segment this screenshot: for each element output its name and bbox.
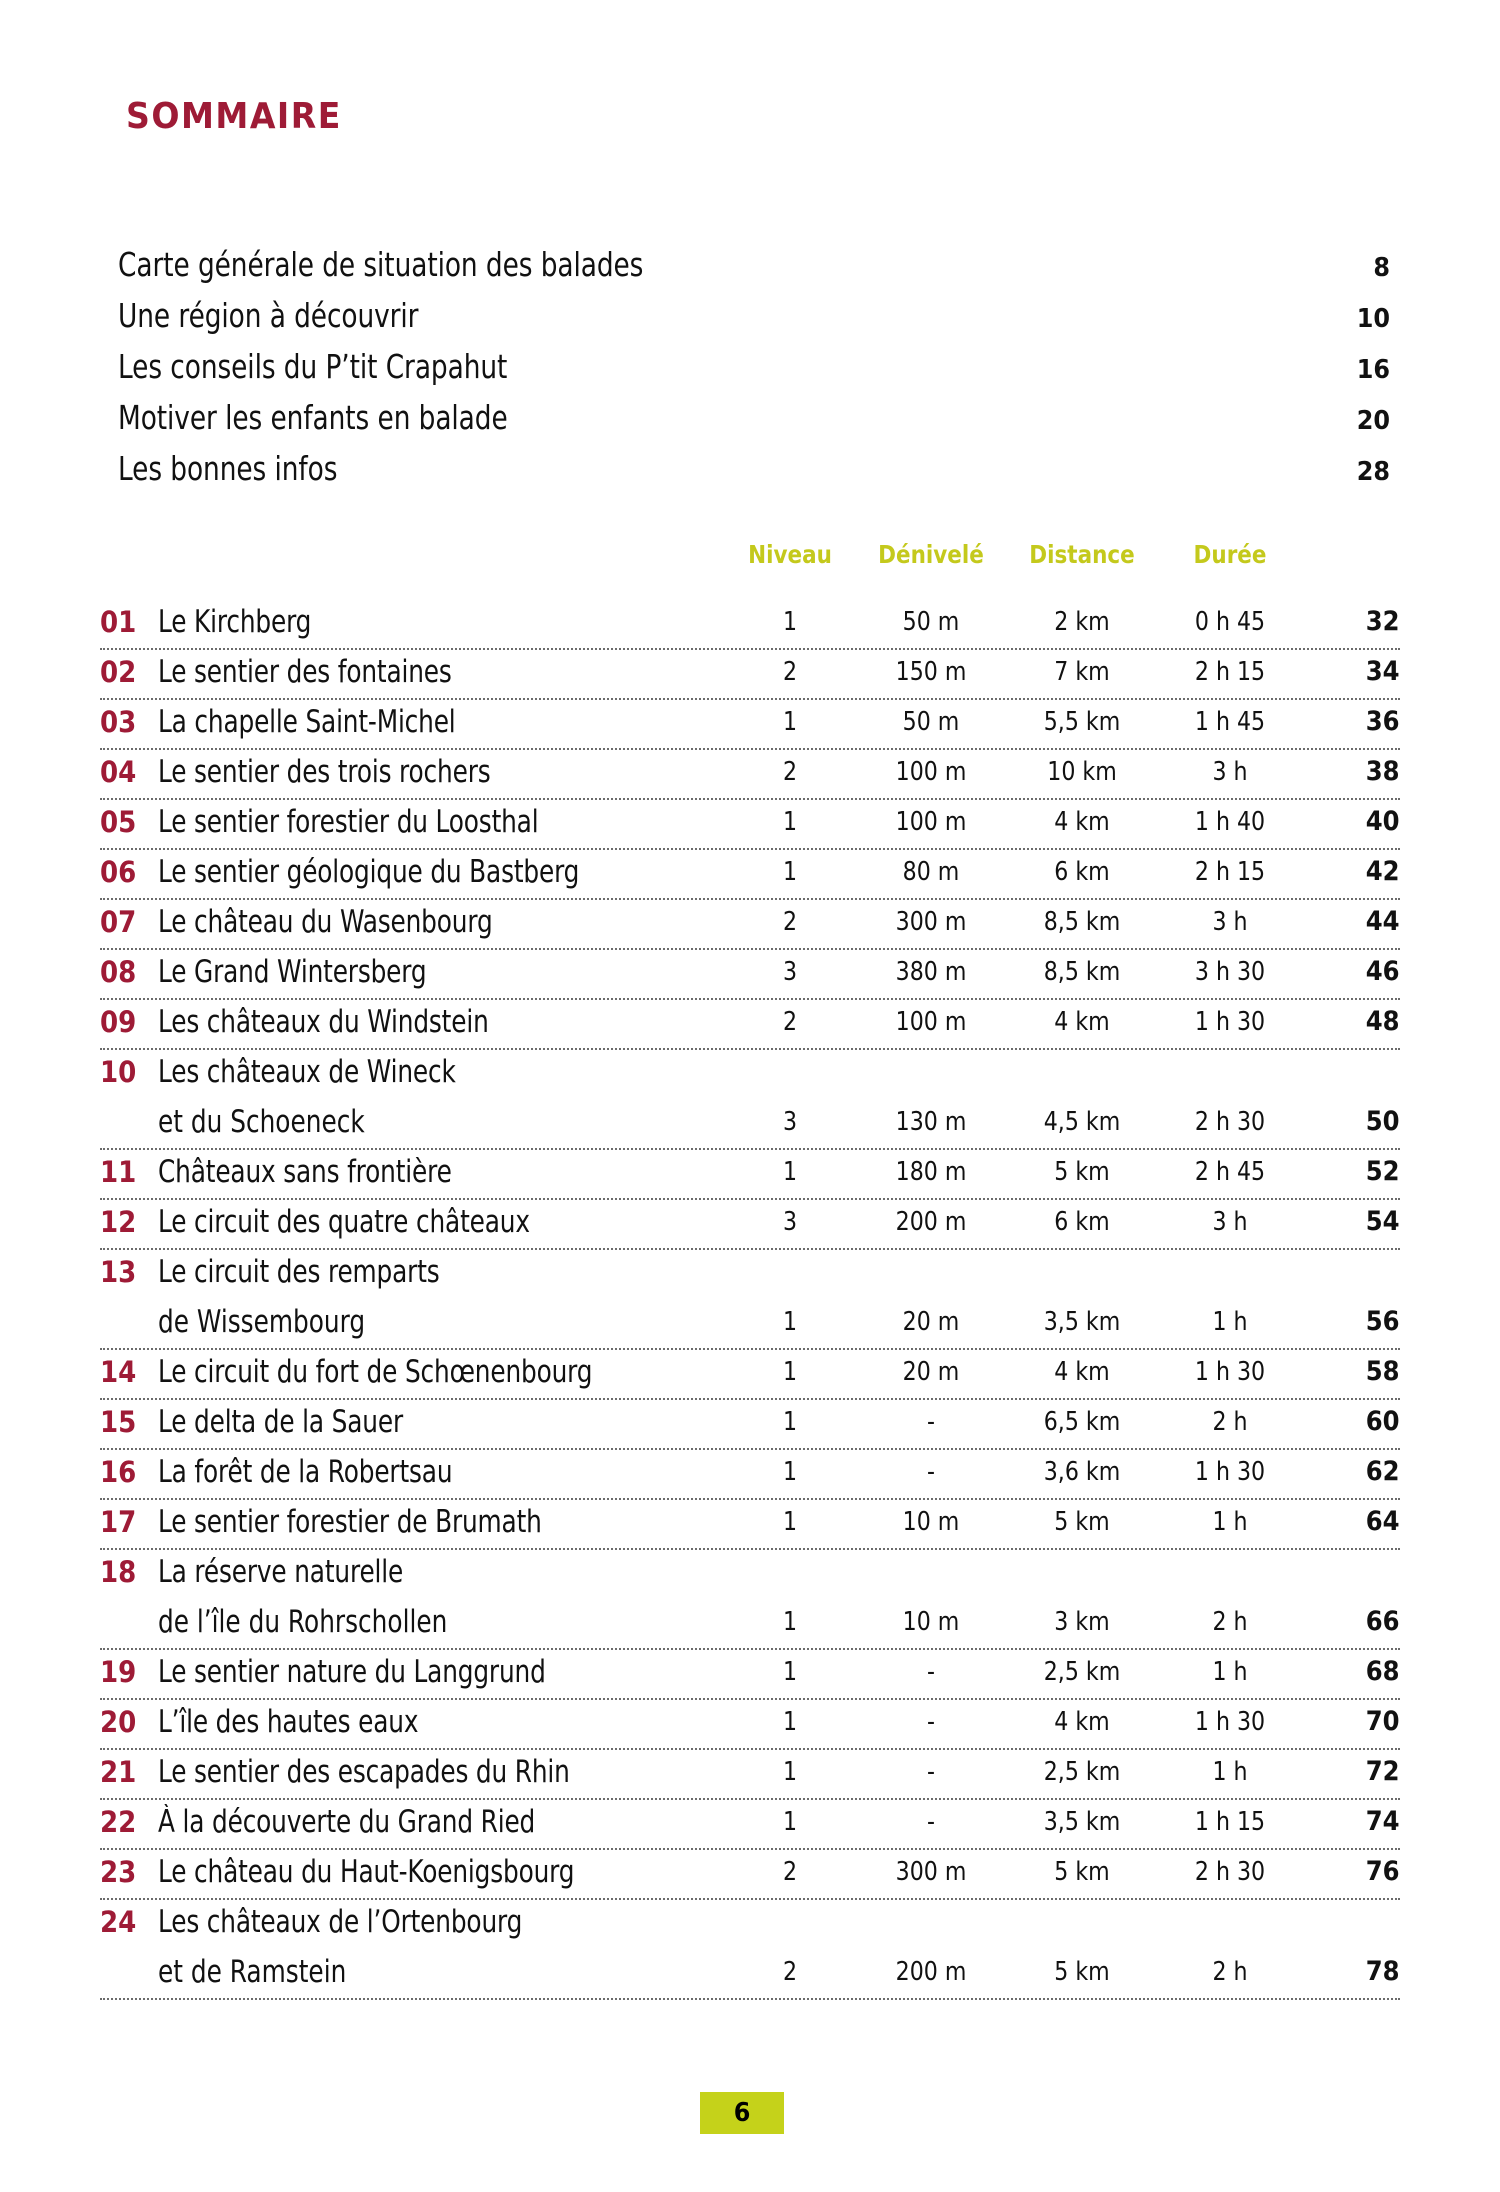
walk-denivele: 200 m — [895, 1957, 967, 1987]
walk-duree: 2 h 15 — [1194, 657, 1266, 687]
walk-distance: 4 km — [1054, 807, 1110, 837]
walk-denivele: 80 m — [902, 857, 960, 887]
table-row-content — [100, 1799, 1400, 1845]
walk-name: Le sentier géologique du Bastberg — [158, 854, 580, 890]
table-row-content — [100, 1849, 1400, 1895]
walk-distance: 8,5 km — [1043, 907, 1121, 937]
table-row-content — [100, 1749, 1400, 1795]
walk-number: 22 — [100, 1805, 137, 1839]
walk-name-line1: Les châteaux de l’Ortenbourg — [158, 1904, 523, 1940]
walk-denivele: 200 m — [895, 1207, 967, 1237]
walk-niveau: 1 — [782, 707, 798, 737]
table-row[interactable] — [100, 1350, 1400, 1400]
table-row[interactable] — [100, 1800, 1400, 1850]
walk-duree: 2 h — [1212, 1957, 1248, 1987]
intro-entry-page: 10 — [1356, 304, 1390, 334]
walk-distance: 3,5 km — [1043, 1307, 1121, 1337]
walk-page: 34 — [1366, 656, 1400, 687]
walk-distance: 5,5 km — [1043, 707, 1121, 737]
walk-page: 78 — [1366, 1956, 1400, 1987]
walk-niveau: 2 — [782, 1857, 798, 1887]
table-row-content — [100, 1349, 1400, 1395]
walk-number: 19 — [100, 1655, 137, 1689]
table-row[interactable] — [100, 1550, 1400, 1650]
walk-page: 62 — [1366, 1456, 1400, 1487]
table-row-content — [100, 949, 1400, 995]
walk-niveau: 1 — [782, 1707, 798, 1737]
walk-distance: 3 km — [1054, 1607, 1110, 1637]
walk-duree: 1 h — [1212, 1307, 1248, 1337]
walk-page: 52 — [1366, 1156, 1400, 1187]
walk-duree: 1 h 45 — [1194, 707, 1266, 737]
intro-entry-list — [118, 245, 1390, 500]
walk-duree: 2 h 30 — [1194, 1857, 1266, 1887]
walk-number: 10 — [100, 1055, 137, 1089]
intro-entry[interactable] — [118, 245, 1390, 296]
table-row[interactable] — [100, 1500, 1400, 1550]
walk-denivele: 380 m — [895, 957, 967, 987]
walk-name: Le château du Haut-Koenigsbourg — [158, 1854, 575, 1890]
walk-niveau: 2 — [782, 1957, 798, 1987]
walk-number: 09 — [100, 1005, 137, 1039]
page-title: SOMMAIRE — [126, 96, 342, 137]
walk-duree: 1 h 30 — [1194, 1357, 1266, 1387]
table-row[interactable] — [100, 1000, 1400, 1050]
table-row[interactable] — [100, 650, 1400, 700]
walk-number: 12 — [100, 1205, 137, 1239]
walk-number: 02 — [100, 655, 137, 689]
table-row-content — [100, 1699, 1400, 1745]
walk-distance: 5 km — [1054, 1157, 1110, 1187]
walk-number: 21 — [100, 1755, 137, 1789]
walk-niveau: 1 — [782, 1357, 798, 1387]
walk-niveau: 1 — [782, 1307, 798, 1337]
table-row-content — [100, 1199, 1400, 1245]
walk-page: 48 — [1366, 1006, 1400, 1037]
walk-denivele: - — [927, 1707, 935, 1737]
walk-number: 17 — [100, 1505, 137, 1539]
table-row[interactable] — [100, 900, 1400, 950]
walk-name: Le sentier des trois rochers — [158, 754, 491, 790]
walk-page: 46 — [1366, 956, 1400, 987]
walk-number: 11 — [100, 1155, 137, 1189]
walk-name: L’île des hautes eaux — [158, 1704, 419, 1740]
column-header-denivele: Dénivelé — [878, 540, 984, 569]
walk-name: Le sentier nature du Langgrund — [158, 1654, 546, 1690]
walk-page: 74 — [1366, 1806, 1400, 1837]
column-header-distance: Distance — [1029, 540, 1135, 569]
walk-number: 15 — [100, 1405, 137, 1439]
walk-page: 54 — [1366, 1206, 1400, 1237]
walk-number: 24 — [100, 1905, 137, 1939]
walk-denivele: - — [927, 1807, 935, 1837]
walk-page: 40 — [1366, 806, 1400, 837]
table-row-content — [100, 1904, 1400, 1995]
walk-name: Le sentier forestier de Brumath — [158, 1504, 542, 1540]
walk-name: Châteaux sans frontière — [158, 1154, 452, 1190]
walk-niveau: 3 — [782, 1107, 798, 1137]
table-row[interactable] — [100, 1750, 1400, 1800]
walk-denivele: 20 m — [902, 1357, 960, 1387]
walk-distance: 10 km — [1047, 757, 1117, 787]
walk-distance: 8,5 km — [1043, 957, 1121, 987]
table-row-content — [100, 1254, 1400, 1345]
walk-page: 76 — [1366, 1856, 1400, 1887]
walk-number: 07 — [100, 905, 137, 939]
intro-entry[interactable] — [118, 449, 1390, 500]
walk-page: 64 — [1366, 1506, 1400, 1537]
walk-niveau: 1 — [782, 807, 798, 837]
table-row[interactable] — [100, 1150, 1400, 1200]
walk-page: 70 — [1366, 1706, 1400, 1737]
walk-duree: 1 h 15 — [1194, 1807, 1266, 1837]
walk-denivele: - — [927, 1657, 935, 1687]
walk-name-line1: La réserve naturelle — [158, 1554, 404, 1590]
walk-name: Le Grand Wintersberg — [158, 954, 427, 990]
walk-niveau: 1 — [782, 1757, 798, 1787]
table-row[interactable] — [100, 1450, 1400, 1500]
walk-niveau: 1 — [782, 1407, 798, 1437]
walk-denivele: 100 m — [895, 807, 967, 837]
walk-number: 04 — [100, 755, 137, 789]
footer-page-number: 6 — [733, 2098, 751, 2128]
column-header-duree: Durée — [1193, 540, 1267, 569]
walk-duree: 3 h 30 — [1194, 957, 1266, 987]
walk-name: Le château du Wasenbourg — [158, 904, 493, 940]
walk-distance: 3,6 km — [1043, 1457, 1121, 1487]
walk-denivele: 300 m — [895, 1857, 967, 1887]
walk-duree: 2 h — [1212, 1607, 1248, 1637]
walk-page: 68 — [1366, 1656, 1400, 1687]
walk-page: 36 — [1366, 706, 1400, 737]
table-row-content — [100, 1399, 1400, 1445]
walk-denivele: 300 m — [895, 907, 967, 937]
table-row[interactable] — [100, 1200, 1400, 1250]
walk-distance: 2,5 km — [1043, 1657, 1121, 1687]
walk-name: À la découverte du Grand Ried — [158, 1804, 536, 1840]
table-row-content — [100, 1649, 1400, 1695]
intro-entry[interactable] — [118, 347, 1390, 398]
walk-distance: 5 km — [1054, 1857, 1110, 1887]
walk-duree: 1 h 30 — [1194, 1457, 1266, 1487]
walk-denivele: - — [927, 1457, 935, 1487]
walk-page: 60 — [1366, 1406, 1400, 1437]
table-row-content — [100, 799, 1400, 845]
table-row-content — [100, 899, 1400, 945]
walk-page: 38 — [1366, 756, 1400, 787]
walk-name: Le sentier forestier du Loosthal — [158, 804, 539, 840]
table-row[interactable] — [100, 850, 1400, 900]
table-row-content — [100, 649, 1400, 695]
walk-duree: 1 h — [1212, 1507, 1248, 1537]
walk-duree: 1 h 40 — [1194, 807, 1266, 837]
walk-distance: 4 km — [1054, 1707, 1110, 1737]
walk-page: 44 — [1366, 906, 1400, 937]
walk-denivele: 50 m — [902, 707, 960, 737]
walk-distance: 2,5 km — [1043, 1757, 1121, 1787]
walk-duree: 3 h — [1212, 1207, 1248, 1237]
walk-denivele: - — [927, 1407, 935, 1437]
walk-number: 01 — [100, 605, 137, 639]
walk-duree: 3 h — [1212, 757, 1248, 787]
walk-number: 23 — [100, 1855, 137, 1889]
walk-distance: 6,5 km — [1043, 1407, 1121, 1437]
walk-number: 18 — [100, 1555, 137, 1589]
walk-niveau: 1 — [782, 1507, 798, 1537]
table-row[interactable] — [100, 750, 1400, 800]
table-row-content — [100, 1554, 1400, 1645]
walk-distance: 4 km — [1054, 1357, 1110, 1387]
walk-duree: 1 h 30 — [1194, 1007, 1266, 1037]
walk-duree: 1 h — [1212, 1757, 1248, 1787]
walk-niveau: 2 — [782, 907, 798, 937]
walk-denivele: - — [927, 1757, 935, 1787]
walk-denivele: 100 m — [895, 757, 967, 787]
table-row[interactable] — [100, 700, 1400, 750]
walk-page: 58 — [1366, 1356, 1400, 1387]
table-row[interactable] — [100, 1050, 1400, 1150]
walk-page: 72 — [1366, 1756, 1400, 1787]
table-row-content — [100, 1054, 1400, 1145]
table-row[interactable] — [100, 800, 1400, 850]
walk-denivele: 20 m — [902, 1307, 960, 1337]
intro-entry-page: 8 — [1373, 253, 1390, 283]
walk-page: 42 — [1366, 856, 1400, 887]
walk-name-line1: Le circuit des remparts — [158, 1254, 440, 1290]
intro-entry-label: Une région à découvrir — [118, 296, 419, 335]
walk-name: Le sentier des fontaines — [158, 654, 452, 690]
walk-distance: 4 km — [1054, 1007, 1110, 1037]
walk-niveau: 3 — [782, 957, 798, 987]
walk-niveau: 1 — [782, 1807, 798, 1837]
walk-denivele: 50 m — [902, 607, 960, 637]
walk-name-line1: Les châteaux de Wineck — [158, 1054, 456, 1090]
walk-distance: 3,5 km — [1043, 1807, 1121, 1837]
intro-entry-page: 20 — [1356, 406, 1390, 436]
walk-name: Le delta de la Sauer — [158, 1404, 403, 1440]
walk-number: 16 — [100, 1455, 137, 1489]
walk-niveau: 2 — [782, 1007, 798, 1037]
table-row[interactable] — [100, 1400, 1400, 1450]
walk-denivele: 180 m — [895, 1157, 967, 1187]
footer-page-badge — [700, 2092, 784, 2134]
walk-name-line2: et du Schoeneck — [158, 1104, 365, 1140]
walk-niveau: 1 — [782, 1607, 798, 1637]
walk-name-line2: de Wissembourg — [158, 1304, 366, 1340]
table-row-content — [100, 1449, 1400, 1495]
walk-distance: 4,5 km — [1043, 1107, 1121, 1137]
walk-denivele: 150 m — [895, 657, 967, 687]
walk-name: La forêt de la Robertsau — [158, 1454, 453, 1490]
walks-table — [100, 600, 1400, 2000]
walk-duree: 1 h — [1212, 1657, 1248, 1687]
table-row[interactable] — [100, 1650, 1400, 1700]
table-row[interactable] — [100, 1900, 1400, 2000]
walk-page: 50 — [1366, 1106, 1400, 1137]
table-row[interactable] — [100, 1700, 1400, 1750]
intro-entry[interactable] — [118, 398, 1390, 449]
walk-name: La chapelle Saint-Michel — [158, 704, 456, 740]
walk-denivele: 100 m — [895, 1007, 967, 1037]
walk-duree: 3 h — [1212, 907, 1248, 937]
intro-entry-label: Carte générale de situation des balades — [118, 245, 644, 284]
walk-number: 05 — [100, 805, 137, 839]
walk-number: 14 — [100, 1355, 137, 1389]
table-row-content — [100, 1499, 1400, 1545]
walk-distance: 6 km — [1054, 857, 1110, 887]
walk-duree: 2 h 30 — [1194, 1107, 1266, 1137]
walk-niveau: 2 — [782, 657, 798, 687]
walk-distance: 7 km — [1054, 657, 1110, 687]
walk-duree: 0 h 45 — [1194, 607, 1266, 637]
walk-name: Le circuit des quatre châteaux — [158, 1204, 530, 1240]
walk-duree: 2 h 45 — [1194, 1157, 1266, 1187]
walk-number: 06 — [100, 855, 137, 889]
walk-distance: 5 km — [1054, 1507, 1110, 1537]
walk-name-line2: de l’île du Rohrschollen — [158, 1604, 448, 1640]
walk-niveau: 1 — [782, 1657, 798, 1687]
intro-entry-label: Les bonnes infos — [118, 449, 338, 488]
walk-niveau: 1 — [782, 1457, 798, 1487]
walk-name: Le sentier des escapades du Rhin — [158, 1754, 570, 1790]
walk-page: 32 — [1366, 606, 1400, 637]
intro-entry-label: Les conseils du P’tit Crapahut — [118, 347, 508, 386]
walk-niveau: 1 — [782, 857, 798, 887]
table-row-content — [100, 699, 1400, 745]
walk-denivele: 130 m — [895, 1107, 967, 1137]
walk-denivele: 10 m — [902, 1507, 960, 1537]
walk-niveau: 3 — [782, 1207, 798, 1237]
walk-number: 03 — [100, 705, 137, 739]
table-row-content — [100, 749, 1400, 795]
table-row[interactable] — [100, 1850, 1400, 1900]
walk-niveau: 1 — [782, 1157, 798, 1187]
walk-distance: 6 km — [1054, 1207, 1110, 1237]
table-row-content — [100, 849, 1400, 895]
table-row[interactable] — [100, 950, 1400, 1000]
walk-name: Le Kirchberg — [158, 604, 312, 640]
walk-distance: 5 km — [1054, 1957, 1110, 1987]
walk-number: 20 — [100, 1705, 137, 1739]
walk-denivele: 10 m — [902, 1607, 960, 1637]
table-row-content — [100, 599, 1400, 645]
walk-name-line2: et de Ramstein — [158, 1954, 347, 1990]
walk-niveau: 1 — [782, 607, 798, 637]
table-row[interactable] — [100, 1250, 1400, 1350]
walk-duree: 2 h — [1212, 1407, 1248, 1437]
walk-page: 56 — [1366, 1306, 1400, 1337]
intro-entry-page: 28 — [1356, 457, 1390, 487]
table-row-content — [100, 999, 1400, 1045]
walk-name: Le circuit du fort de Schœnenbourg — [158, 1354, 593, 1390]
intro-entry-page: 16 — [1356, 355, 1390, 385]
walk-distance: 2 km — [1054, 607, 1110, 637]
walk-number: 13 — [100, 1255, 137, 1289]
intro-entry-label: Motiver les enfants en balade — [118, 398, 508, 437]
table-row[interactable] — [100, 600, 1400, 650]
column-header-niveau: Niveau — [748, 540, 832, 569]
walk-page: 66 — [1366, 1606, 1400, 1637]
walk-duree: 2 h 15 — [1194, 857, 1266, 887]
table-row-content — [100, 1149, 1400, 1195]
walk-duree: 1 h 30 — [1194, 1707, 1266, 1737]
intro-entry[interactable] — [118, 296, 1390, 347]
walk-number: 08 — [100, 955, 137, 989]
walk-niveau: 2 — [782, 757, 798, 787]
walk-name: Les châteaux du Windstein — [158, 1004, 489, 1040]
